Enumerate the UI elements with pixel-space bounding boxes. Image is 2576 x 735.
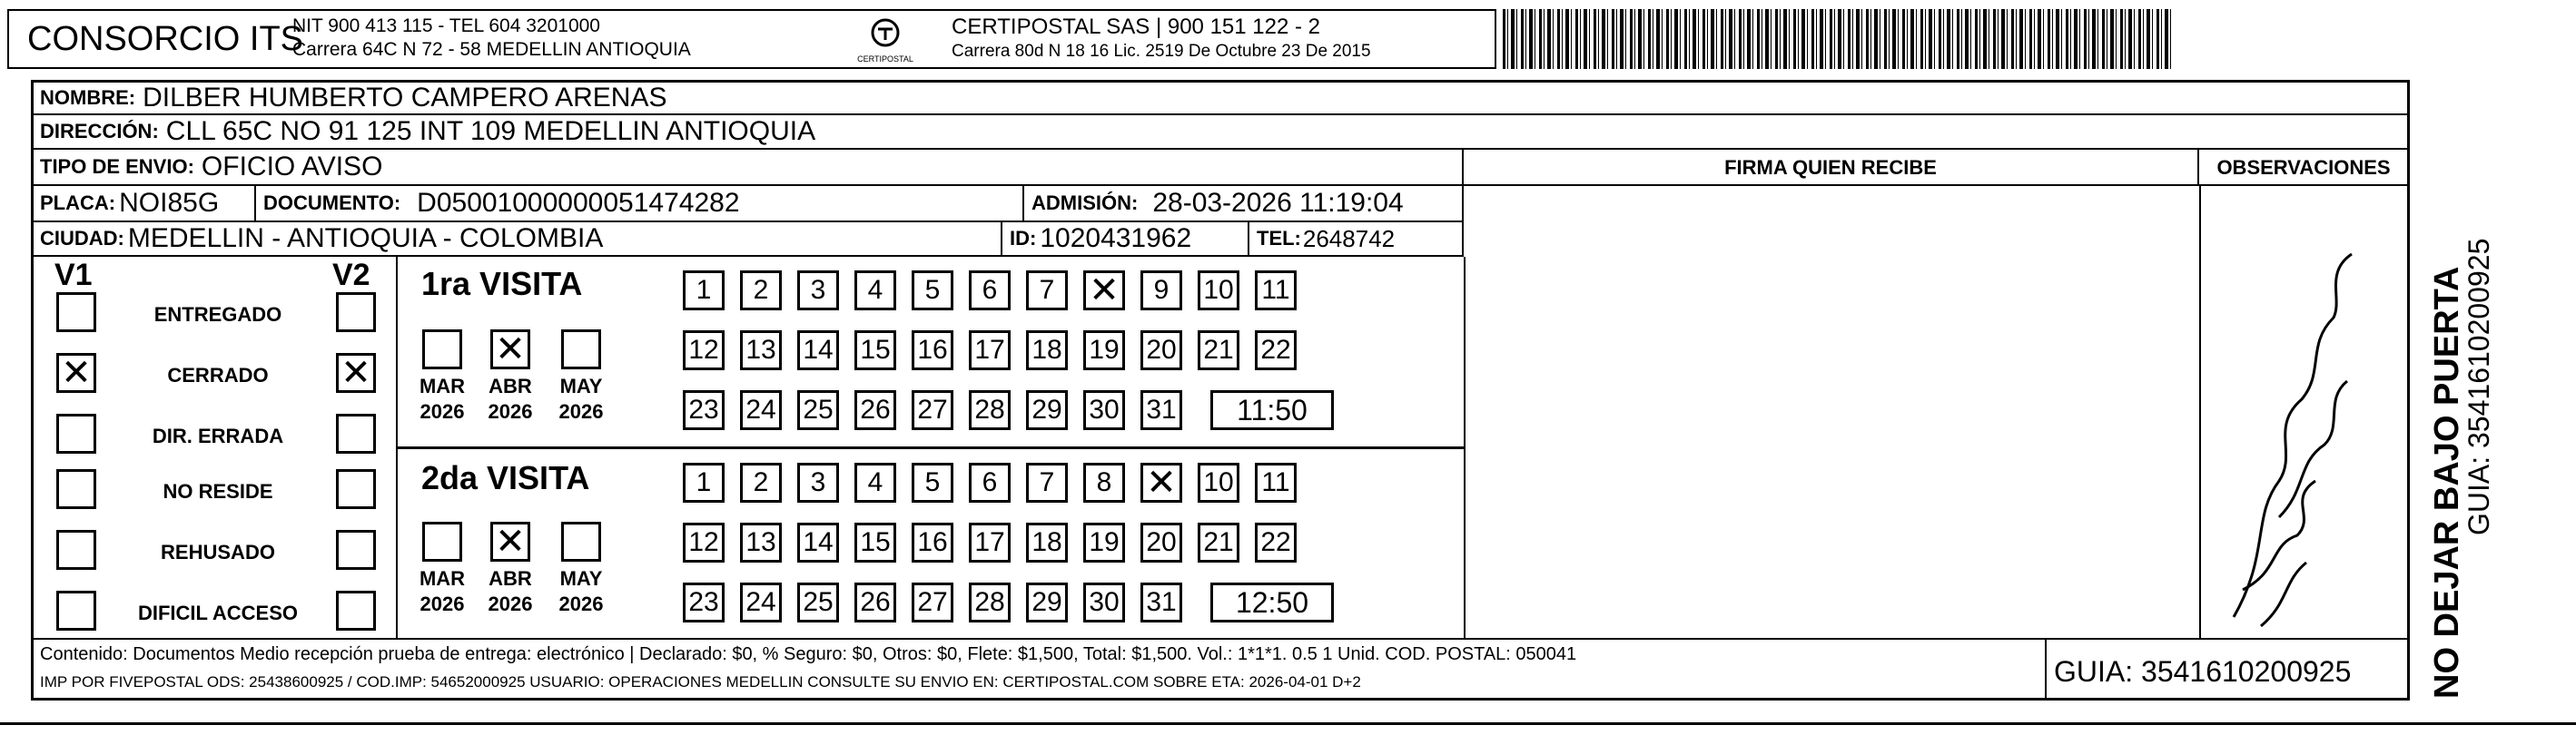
day-box[interactable]: 13 xyxy=(740,523,782,563)
v2-checkbox[interactable] xyxy=(336,469,376,509)
day-box[interactable]: 3 xyxy=(797,270,839,310)
month-label: MAR 2026 xyxy=(419,375,466,423)
day-box[interactable]: 1 xyxy=(683,270,725,310)
plate-label: PLACA: xyxy=(40,191,116,214)
month-label: MAY 2026 xyxy=(558,375,604,423)
day-box[interactable]: ✕ xyxy=(1140,463,1182,503)
day-box[interactable]: 11 xyxy=(1255,463,1297,503)
day-box[interactable]: 14 xyxy=(797,523,839,563)
day-box[interactable]: 21 xyxy=(1198,523,1239,563)
day-box[interactable]: 2 xyxy=(740,463,782,503)
bottom-rule xyxy=(0,722,2576,725)
day-box[interactable]: 13 xyxy=(740,330,782,370)
day-box[interactable]: 29 xyxy=(1026,390,1068,430)
id-cell xyxy=(1002,222,1249,257)
day-box[interactable]: 7 xyxy=(1026,463,1068,503)
footer-print-info: IMP POR FIVEPOSTAL ODS: 25438600925 / COD.IMP: 54652000925 USUARIO: OPERACIONES MEDELLIN CONSULTE SU ENVIO EN: CERTIPOSTAL.COM SOBRE ETA: 2026-04-01 D+2 xyxy=(40,673,1361,691)
month-checkbox[interactable] xyxy=(561,522,601,562)
plate-cell xyxy=(33,186,256,222)
day-box[interactable]: 18 xyxy=(1026,330,1068,370)
day-box[interactable]: 24 xyxy=(740,390,782,430)
name-row xyxy=(33,83,2408,115)
v2-checkbox[interactable] xyxy=(336,292,376,332)
city-cell xyxy=(33,222,1002,257)
type-label: TIPO DE ENVIO: xyxy=(40,155,194,178)
day-box[interactable]: 10 xyxy=(1198,270,1239,310)
shipment-type: OFICIO AVISO xyxy=(201,152,383,181)
day-box[interactable]: 23 xyxy=(683,390,725,430)
month-label: ABR 2026 xyxy=(488,375,533,423)
day-box[interactable]: 25 xyxy=(797,583,839,622)
day-box[interactable]: 7 xyxy=(1026,270,1068,310)
day-box[interactable]: 19 xyxy=(1083,523,1125,563)
city-label: CIUDAD: xyxy=(40,227,124,250)
day-box[interactable]: 20 xyxy=(1140,330,1182,370)
day-box[interactable]: 28 xyxy=(969,390,1011,430)
v1-label: V1 xyxy=(54,258,93,292)
visit1-time[interactable]: 11:50 xyxy=(1210,390,1334,430)
day-box[interactable]: 26 xyxy=(854,583,896,622)
v1-checkbox[interactable] xyxy=(56,530,96,570)
day-box[interactable]: 17 xyxy=(969,330,1011,370)
day-box[interactable]: 23 xyxy=(683,583,725,622)
month-label: MAY 2026 xyxy=(558,567,604,615)
day-box[interactable]: 10 xyxy=(1198,463,1239,503)
day-box[interactable]: 24 xyxy=(740,583,782,622)
visit2-title: 2da VISITA xyxy=(421,459,590,496)
day-box[interactable]: 6 xyxy=(969,463,1011,503)
day-box[interactable]: 29 xyxy=(1026,583,1068,622)
day-box[interactable]: ✕ xyxy=(1083,270,1125,310)
observations-divider xyxy=(2199,186,2201,638)
visit1-title: 1ra VISITA xyxy=(421,265,583,302)
certipostal-logo xyxy=(854,13,917,65)
v1-checkbox[interactable] xyxy=(56,414,96,454)
document-value: D05001000000051474282 xyxy=(417,188,740,218)
tel-value: 2648742 xyxy=(1302,224,1396,252)
day-box[interactable]: 4 xyxy=(854,270,896,310)
day-box[interactable]: 15 xyxy=(854,330,896,370)
admission-label: ADMISIÓN: xyxy=(1031,191,1139,214)
type-row xyxy=(33,150,1464,186)
day-box[interactable]: 16 xyxy=(912,523,953,563)
day-box[interactable]: 25 xyxy=(797,390,839,430)
day-box[interactable]: 14 xyxy=(797,330,839,370)
day-box[interactable]: 28 xyxy=(969,583,1011,622)
day-box[interactable]: 12 xyxy=(683,523,725,563)
observations-header: OBSERVACIONES xyxy=(2199,150,2408,186)
day-box[interactable]: 4 xyxy=(854,463,896,503)
v2-checkbox[interactable] xyxy=(336,591,376,631)
day-box[interactable]: 31 xyxy=(1140,390,1182,430)
day-box[interactable]: 18 xyxy=(1026,523,1068,563)
month-checkbox[interactable] xyxy=(561,329,601,369)
v2-checkbox[interactable]: ✕ xyxy=(336,353,376,393)
tel-cell xyxy=(1249,222,1464,257)
status-label: REHUSADO xyxy=(161,541,275,564)
day-box[interactable]: 2 xyxy=(740,270,782,310)
day-box[interactable]: 27 xyxy=(912,390,953,430)
no-dejar-notice: NO DEJAR BAJO PUERTA xyxy=(2428,266,2466,699)
footer-divider xyxy=(33,638,2408,640)
day-box[interactable]: 1 xyxy=(683,463,725,503)
handwritten-signature xyxy=(2216,245,2370,635)
month-checkbox[interactable]: ✕ xyxy=(490,329,530,369)
carrier-name: CERTIPOSTAL SAS | 900 151 122 - 2 xyxy=(952,15,1320,39)
visit-divider xyxy=(398,446,1464,449)
day-box[interactable]: 3 xyxy=(797,463,839,503)
status-label: ENTREGADO xyxy=(153,303,282,326)
name-label: NOMBRE: xyxy=(40,86,136,109)
day-box[interactable]: 9 xyxy=(1140,270,1182,310)
v1-checkbox[interactable] xyxy=(56,469,96,509)
day-box[interactable]: 22 xyxy=(1255,330,1297,370)
day-box[interactable]: 5 xyxy=(912,270,953,310)
day-box[interactable]: 8 xyxy=(1083,463,1125,503)
svg-text:CERTIPOSTAL: CERTIPOSTAL xyxy=(857,54,913,64)
day-box[interactable]: 26 xyxy=(854,390,896,430)
status-label: NO RESIDE xyxy=(163,480,273,503)
v1-checkbox[interactable]: ✕ xyxy=(56,353,96,393)
month-label: ABR 2026 xyxy=(488,567,533,615)
v2-checkbox[interactable] xyxy=(336,414,376,454)
status-label: DIFICIL ACCESO xyxy=(137,602,298,624)
day-box[interactable]: 20 xyxy=(1140,523,1182,563)
side-guia: GUIA: 3541610200925 xyxy=(2462,238,2495,535)
barcode xyxy=(1503,9,2175,69)
footer-guia-divider xyxy=(2045,638,2047,701)
day-box[interactable]: 30 xyxy=(1083,583,1125,622)
id-label: ID: xyxy=(1010,227,1037,250)
id-value: 1020431962 xyxy=(1040,223,1192,253)
carrier-address: Carrera 80d N 18 16 Lic. 2519 De Octubre 23 De 2015 xyxy=(952,42,1371,61)
month-checkbox[interactable] xyxy=(422,329,462,369)
day-box[interactable]: 5 xyxy=(912,463,953,503)
footer-contents: Contenido: Documentos Medio recepción prueba de entrega: electrónico | Declarado: $0, % Seguro: $0, Otros: $0, Flete: $1,500, Total: $1,500. Vol.: 1*1*1. 0.5 1 Unid. COD. POSTAL: 050041 xyxy=(40,644,1577,664)
day-box[interactable]: 11 xyxy=(1255,270,1297,310)
day-box[interactable]: 16 xyxy=(912,330,953,370)
day-box[interactable]: 17 xyxy=(969,523,1011,563)
day-box[interactable]: 22 xyxy=(1255,523,1297,563)
company-nit: NIT 900 413 115 - TEL 604 3201000 xyxy=(292,15,600,36)
v2-label: V2 xyxy=(332,258,370,292)
day-box[interactable]: 30 xyxy=(1083,390,1125,430)
day-box[interactable]: 15 xyxy=(854,523,896,563)
v2-checkbox[interactable] xyxy=(336,530,376,570)
v1-checkbox[interactable] xyxy=(56,591,96,631)
company-address: Carrera 64C N 72 - 58 MEDELLIN ANTIOQUIA xyxy=(292,39,691,60)
day-box[interactable]: 19 xyxy=(1083,330,1125,370)
day-box[interactable]: 12 xyxy=(683,330,725,370)
document-label: DOCUMENTO: xyxy=(263,191,401,214)
document-cell xyxy=(256,186,1024,222)
month-checkbox[interactable]: ✕ xyxy=(490,522,530,562)
day-box[interactable]: 31 xyxy=(1140,583,1182,622)
status-label: CERRADO xyxy=(167,364,269,387)
recipient-address: CLL 65C NO 91 125 INT 109 MEDELLIN ANTIOQUIA xyxy=(165,116,816,146)
visit2-time[interactable]: 12:50 xyxy=(1210,583,1334,622)
footer-guia: GUIA: 3541610200925 xyxy=(2054,655,2352,688)
day-box[interactable]: 21 xyxy=(1198,330,1239,370)
address-row xyxy=(33,115,2408,150)
day-box[interactable]: 6 xyxy=(969,270,1011,310)
city-value: MEDELLIN - ANTIOQUIA - COLOMBIA xyxy=(127,223,604,253)
status-label: DIR. ERRADA xyxy=(152,425,284,447)
month-label: MAR 2026 xyxy=(419,567,466,615)
company-name: CONSORCIO ITS xyxy=(27,20,304,58)
signature-header: FIRMA QUIEN RECIBE xyxy=(1464,150,2199,186)
signature-divider xyxy=(1464,257,1466,638)
recipient-name: DILBER HUMBERTO CAMPERO ARENAS xyxy=(143,83,667,113)
admission-cell xyxy=(1024,186,1464,222)
admission-value: 28-03-2026 11:19:04 xyxy=(1152,188,1404,218)
month-checkbox[interactable] xyxy=(422,522,462,562)
plate-value: NOI85G xyxy=(119,188,220,218)
v1-checkbox[interactable] xyxy=(56,292,96,332)
tel-label: TEL: xyxy=(1257,227,1301,250)
day-box[interactable]: 27 xyxy=(912,583,953,622)
address-label: DIRECCIÓN: xyxy=(40,120,159,142)
side-text xyxy=(2419,82,2495,699)
